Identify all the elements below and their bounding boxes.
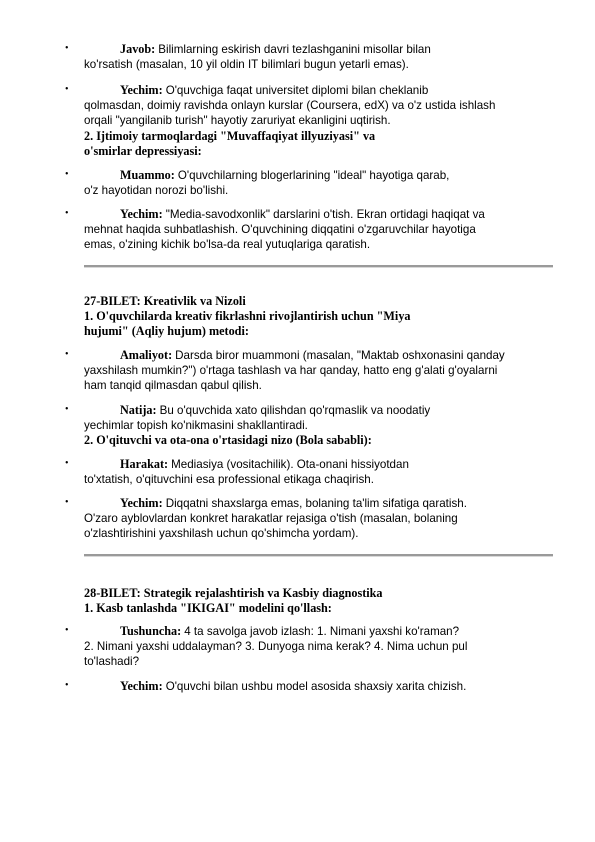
item-label: Yechim: (120, 679, 163, 693)
bullet: • (65, 404, 69, 415)
item-label: Yechim: (120, 496, 163, 510)
section-heading (84, 129, 554, 159)
heading-line: 2. Ijtimoiy tarmoqlardagi "Muvaffaqiyat illyuziyasi" va (84, 129, 376, 143)
bullet: • (65, 497, 69, 508)
heading-line: o'smirlar depressiyasi: (84, 144, 202, 158)
item-label: Yechim: (120, 83, 163, 97)
list-item-muammo (65, 168, 554, 198)
list-item-natija (65, 403, 554, 433)
bullet: • (65, 208, 69, 219)
list-item-yechim (65, 207, 554, 252)
horizontal-rule (84, 554, 553, 557)
section-heading (84, 294, 554, 339)
item-label: Javob: (120, 42, 156, 56)
item-label: Muammo: (120, 168, 175, 182)
heading-line: hujumi" (Aqliy hujum) metodi: (84, 324, 249, 338)
item-text: o'z hayotidan norozi bo'lishi. (84, 184, 229, 197)
list-item-amaliyot (65, 348, 554, 393)
item-text: to'lashadi? (84, 655, 140, 668)
item-text: mehnat haqida suhbatlashish. O'quvchining diqqatini o'zgaruvchilar hayotiga (84, 223, 476, 236)
item-label: Tushuncha: (120, 624, 182, 638)
heading-line: 1. Kasb tanlashda "IKIGAI" modelini qo'llash: (84, 601, 332, 615)
bullet: • (65, 43, 69, 54)
item-text: ham tanqid qilmasdan qabul qilish. (84, 379, 262, 392)
list-item-harakat (65, 457, 554, 487)
bullet: • (65, 84, 69, 95)
bullet: • (65, 349, 69, 360)
bullet: • (65, 680, 69, 691)
list-item-tushuncha (65, 624, 554, 669)
item-label: Yechim: (120, 207, 163, 221)
item-text: O'quvchi bilan ushbu model asosida shaxsiy xarita chizish. (165, 680, 467, 693)
item-text: o'zlashtirishini yaxshilash uchun qo'shimcha yordam). (84, 527, 359, 540)
item-text: Darsda biror muammoni (masalan, "Maktab oshxonasini qanday (175, 349, 505, 362)
item-text: 4 ta savolga javob izlash: 1. Nimani yaxshi ko'raman? (184, 625, 460, 638)
item-text: ko'rsatish (masalan, 10 yil oldin IT bilimlari bugun yetarli emas). (84, 58, 409, 71)
bullet: • (65, 169, 69, 180)
item-label: Amaliyot: (120, 348, 173, 362)
item-text: "Media-savodxonlik" darslarini o'tish. Ekran ortidagi haqiqat va (165, 208, 485, 221)
item-text: emas, o'zining kichik bo'lsa-da real yutuqlariga qaratish. (84, 238, 371, 251)
list-item-yechim (65, 679, 554, 694)
item-text: qolmasdan, doimiy ravishda onlayn kurslar (Coursera, edX) va o'z ustida ishlash (84, 99, 496, 112)
item-text: Bu o'quvchida xato qilishdan qo'rqmaslik va noodatiy (159, 404, 431, 417)
item-text: yaxshilash mumkin?") o'rtaga tashlash va har qanday, hatto eng g'alati g'oyalarni (84, 364, 498, 377)
list-item-yechim (65, 83, 554, 128)
list-item-javob (65, 42, 554, 72)
item-label: Natija: (120, 403, 157, 417)
heading-line: 1. O'quvchilarda kreativ fikrlashni rivojlantirish uchun "Miya (84, 309, 411, 323)
heading-line: 2. O'qituvchi va ota-ona o'rtasidagi nizo (Bola sababli): (84, 433, 372, 447)
horizontal-rule (84, 265, 553, 268)
bullet: • (65, 625, 69, 636)
item-text: 2. Nimani yaxshi uddalayman? 3. Dunyoga nima kerak? 4. Nima uchun pul (84, 640, 468, 653)
section-heading (84, 586, 554, 616)
list-item-yechim (65, 496, 554, 541)
heading-line: 27-BILET: Kreativlik va Nizoli (84, 294, 246, 308)
item-label: Harakat: (120, 457, 169, 471)
heading-line: 28-BILET: Strategik rejalashtirish va Kasbiy diagnostika (84, 586, 383, 600)
item-text: Diqqatni shaxslarga emas, bolaning ta'lim sifatiga qaratish. (165, 497, 467, 510)
item-text: O'quvchilarning blogerlarining "ideal" hayotiga qarab, (177, 169, 450, 182)
item-text: Mediasiya (vositachilik). Ota-onani hissiyotdan (171, 458, 409, 471)
bullet: • (65, 458, 69, 469)
section-heading (84, 433, 554, 448)
item-text: orqali "yangilanib turish" hayotiy zaruriyat ekanligini uqtirish. (84, 114, 391, 127)
item-text: to'xtatish, o'qituvchini esa professional etikaga chaqirish. (84, 473, 374, 486)
item-text: O'quvchiga faqat universitet diplomi bilan cheklanib (165, 84, 429, 97)
item-text: O'zaro ayblovlardan konkret harakatlar rejasiga o'tish (masalan, bolaning (84, 512, 458, 525)
item-text: yechimlar topish ko'nikmasini shakllantiradi. (84, 419, 308, 432)
item-text: Bilimlarning eskirish davri tezlashganini misollar bilan (158, 43, 431, 56)
